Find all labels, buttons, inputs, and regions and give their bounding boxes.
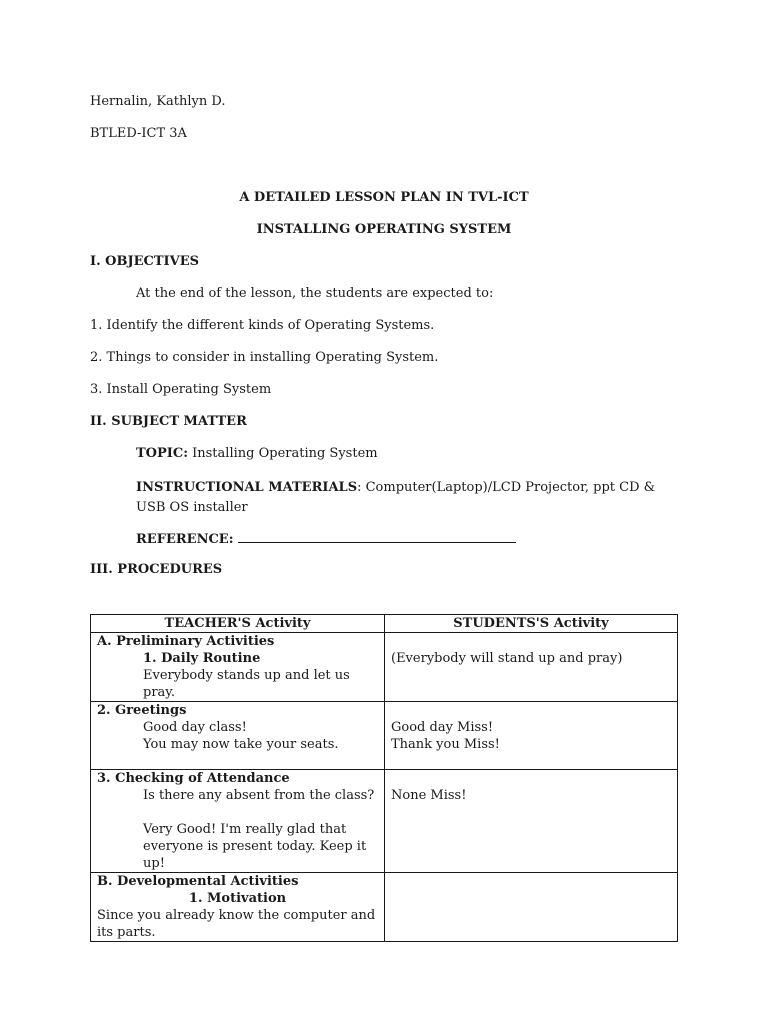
teacher-line: Good day class!	[143, 720, 247, 735]
teacher-cell	[91, 873, 385, 942]
teacher-line: You may now take your seats.	[143, 737, 339, 752]
student-line: (Everybody will stand up and pray)	[391, 651, 623, 666]
teacher-line: Everybody stands up and let us pray.	[143, 668, 350, 700]
table-row	[91, 770, 678, 873]
document-subtitle: INSTALLING OPERATING SYSTEM	[256, 222, 512, 237]
section-heading: A. Preliminary Activities	[97, 634, 275, 649]
teacher-cell	[91, 702, 385, 770]
table-header-row	[91, 615, 678, 633]
topic-value: Installing Operating System	[188, 446, 378, 461]
student-line: Good day Miss!	[391, 720, 494, 735]
teacher-line: Is there any absent from the class?	[143, 788, 375, 803]
section-heading: 3. Checking of Attendance	[97, 771, 290, 786]
table-row	[91, 633, 678, 702]
student-line: Thank you Miss!	[391, 737, 500, 752]
topic-label: TOPIC:	[136, 446, 188, 461]
procedures-table	[90, 614, 678, 942]
objectives-intro: At the end of the lesson, the students are expected to:	[136, 286, 494, 301]
document-title: A DETAILED LESSON PLAN IN TVL-ICT	[239, 190, 529, 205]
procedures-heading: III. PROCEDURES	[90, 562, 223, 577]
objective-item-3: 3. Install Operating System	[90, 382, 272, 397]
teacher-cell	[91, 633, 385, 702]
objective-item-1: 1. Identify the different kinds of Operating Systems.	[90, 318, 435, 333]
topic-line	[136, 446, 378, 462]
materials-label: INSTRUCTIONAL MATERIALS	[136, 480, 358, 495]
objectives-heading: I. OBJECTIVES	[90, 254, 199, 269]
materials-line	[136, 478, 656, 518]
section-heading: B. Developmental Activities	[97, 874, 299, 889]
objective-item-2: 2. Things to consider in installing Operating System.	[90, 350, 439, 365]
author-name: Hernalin, Kathlyn D.	[90, 94, 226, 109]
student-cell	[385, 770, 678, 873]
teacher-column-header: TEACHER'S Activity	[91, 615, 385, 633]
section-heading: 2. Greetings	[97, 703, 187, 718]
class-section: BTLED-ICT 3A	[90, 126, 187, 141]
student-line: None Miss!	[391, 788, 467, 803]
student-cell	[385, 873, 678, 942]
subject-matter-heading: II. SUBJECT MATTER	[90, 414, 247, 429]
student-column-header: STUDENTS'S Activity	[385, 615, 678, 633]
student-cell	[385, 633, 678, 702]
student-cell	[385, 702, 678, 770]
materials-value: : Computer(Laptop)/LCD Projector, ppt CD & USB OS installer	[136, 480, 656, 515]
reference-label: REFERENCE:	[136, 532, 234, 547]
reference-line	[136, 530, 516, 548]
table-row	[91, 702, 678, 770]
teacher-line: Since you already know the computer and its parts.	[97, 908, 376, 940]
teacher-line: Very Good! I'm really glad that	[143, 822, 347, 837]
table-row	[91, 873, 678, 942]
teacher-line: everyone is present today. Keep it up!	[143, 839, 367, 871]
reference-blank	[238, 530, 516, 543]
subsection-heading: 1. Daily Routine	[143, 651, 261, 666]
subsection-heading: 1. Motivation	[188, 891, 287, 906]
teacher-cell	[91, 770, 385, 873]
